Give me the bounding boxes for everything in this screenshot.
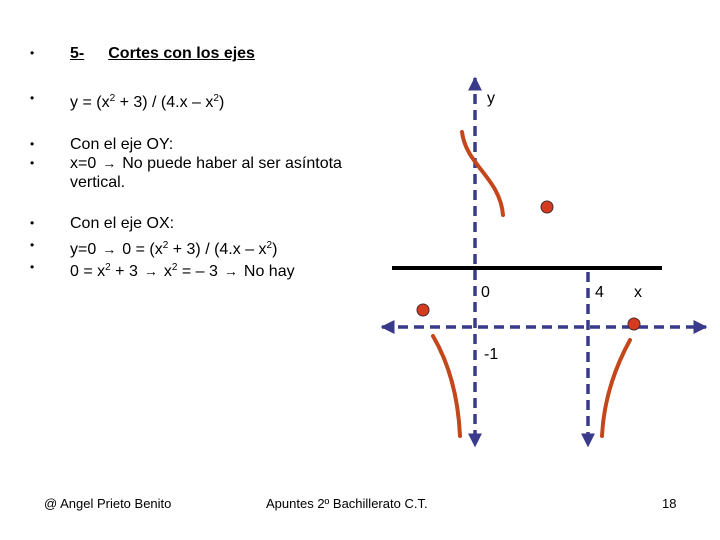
footer-author: @ Angel Prieto Benito bbox=[44, 496, 172, 511]
oy-calc: x=0 → No puede haber al ser asíntota bbox=[70, 155, 342, 172]
bullet: • bbox=[30, 216, 35, 230]
y-axis-label: y bbox=[487, 90, 495, 107]
bullet: • bbox=[30, 137, 35, 151]
curve-branch-right bbox=[602, 340, 630, 436]
arrow-icon: → bbox=[102, 155, 117, 171]
oy-heading: Con el eje OY: bbox=[70, 136, 174, 153]
asymptote-label: 4 bbox=[595, 284, 604, 301]
arrow-icon: → bbox=[102, 241, 117, 257]
section-number: 5- bbox=[70, 45, 85, 62]
curve-branch-left bbox=[433, 336, 460, 436]
section-title: Cortes con los ejes bbox=[108, 45, 255, 62]
arrow-icon: → bbox=[223, 263, 238, 279]
origin-label: 0 bbox=[481, 284, 490, 301]
ox-calc2: $0 = x^2 + 3 \to x^2$ = – 3 → No hay bbox=[70, 262, 295, 280]
x-axis-label: x bbox=[634, 284, 642, 301]
function-formula: $y = (x^2 + 3) / (4.x - x^2)$ bbox=[70, 93, 225, 111]
bullet: • bbox=[30, 156, 35, 170]
footer-course: Apuntes 2º Bachillerato C.T. bbox=[266, 496, 428, 511]
ox-heading: Con el eje OX: bbox=[70, 215, 175, 232]
oy-calc-cont: vertical. bbox=[70, 174, 126, 191]
curve-branch-upper bbox=[462, 132, 503, 215]
page-number: 18 bbox=[662, 496, 677, 511]
point-left bbox=[417, 304, 429, 316]
bullet: • bbox=[30, 238, 35, 252]
point-upper bbox=[541, 201, 553, 213]
y-tick-label: -1 bbox=[484, 346, 499, 363]
arrow-icon: → bbox=[143, 263, 158, 279]
bullet: • bbox=[30, 260, 35, 274]
bullet: • bbox=[30, 91, 35, 105]
point-right bbox=[628, 318, 640, 330]
bullet: • bbox=[30, 46, 35, 60]
ox-calc1: $y=0 \to 0 = (x^2 + 3) / (4.x - x^2)$ bbox=[70, 240, 278, 258]
